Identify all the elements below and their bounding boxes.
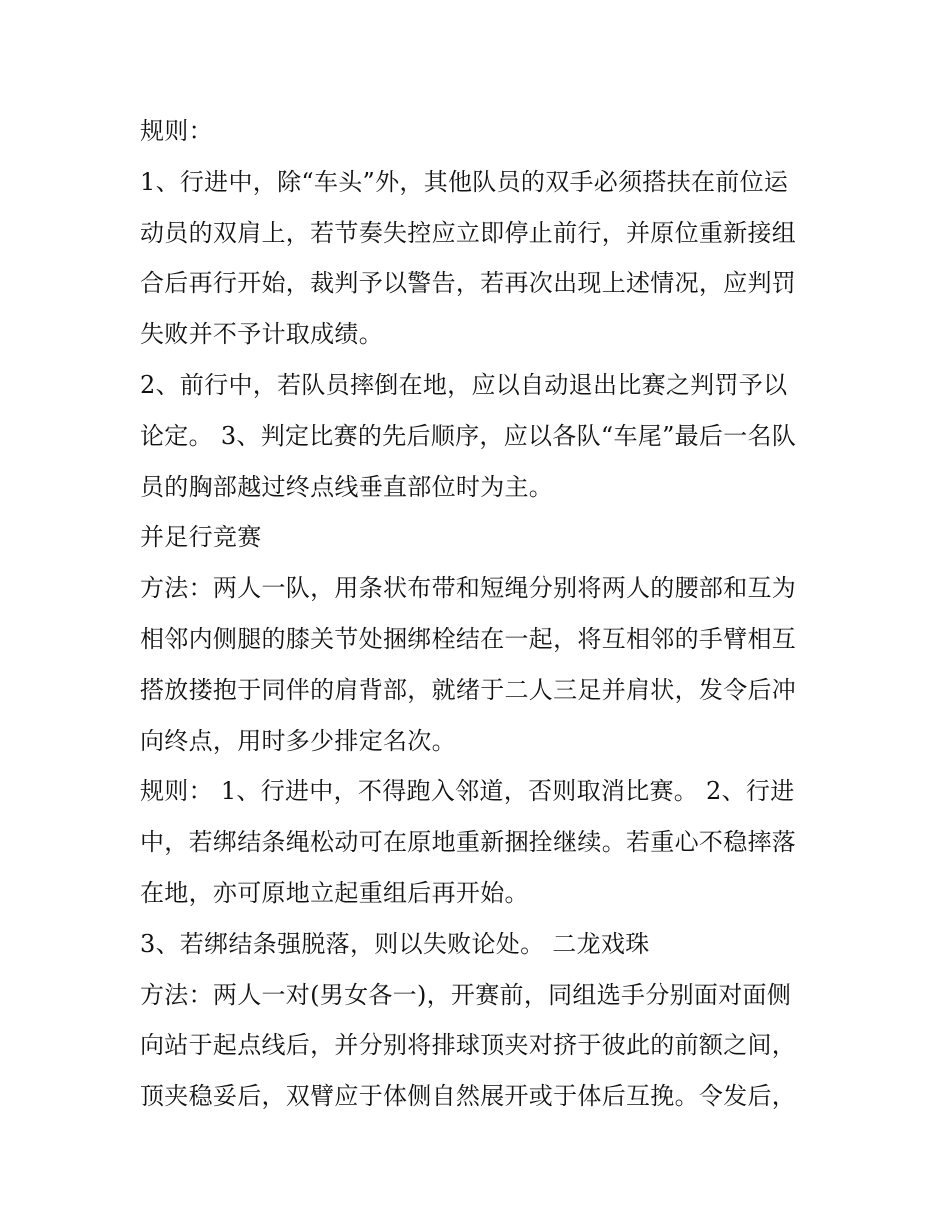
text-line: 中，若绑结条绳松动可在原地重新捆拴继续。若重心不稳摔落 [140,828,797,857]
text-line: 方法：两人一对(男女各一)，开赛前，同组选手分别面对面侧 [140,980,792,1009]
text-line: 2、前行中，若队员摔倒在地，应以自动退出比赛之判罚予以 [140,370,788,399]
document-page [140,106,820,1122]
text-line: 规则： 1、行进中，不得跑入邻道，否则取消比赛。 2、行进 [140,777,795,806]
text-line: 顶夹稳妥后，双臂应于体侧自然展开或于体后互挽。令发后， [140,1082,797,1111]
text-line: 向站于起点线后，并分别将排球顶夹对挤于彼此的前额之间， [140,1031,797,1060]
text-line: 论定。 3、判定比赛的先后顺序，应以各队“车尾”最后一名队 [140,421,797,450]
text-line: 方法：两人一队，用条状布带和短绳分别将两人的腰部和互为 [140,574,797,603]
text-line: 向终点，用时多少排定名次。 [140,726,456,755]
text-line: 合后再行开始，裁判予以警告，若再次出现上述情况，应判罚 [140,269,797,298]
text-line: 员的胸部越过终点线垂直部位时为主。 [140,472,554,501]
text-line: 规则： [140,117,213,145]
text-line: 失败并不予计取成绩。 [140,320,383,349]
text-line: 3、若绑结条强脱落，则以失败论处。 二龙戏珠 [140,929,650,958]
text-line: 1、行进中，除“车头”外，其他队员的双手必须搭扶在前位运 [140,167,789,196]
text-line: 动员的双肩上，若节奏失控应立即停止前行，并原位重新接组 [140,218,797,247]
text-line: 搭放搂抱于同伴的肩背部，就绪于二人三足并肩状，发令后冲 [140,675,797,704]
section-heading: 并足行竞赛 [140,523,262,552]
text-line: 在地，亦可原地立起重组后再开始。 [140,878,529,907]
text-line: 相邻内侧腿的膝关节处捆绑栓结在一起，将互相邻的手臂相互 [140,624,797,653]
